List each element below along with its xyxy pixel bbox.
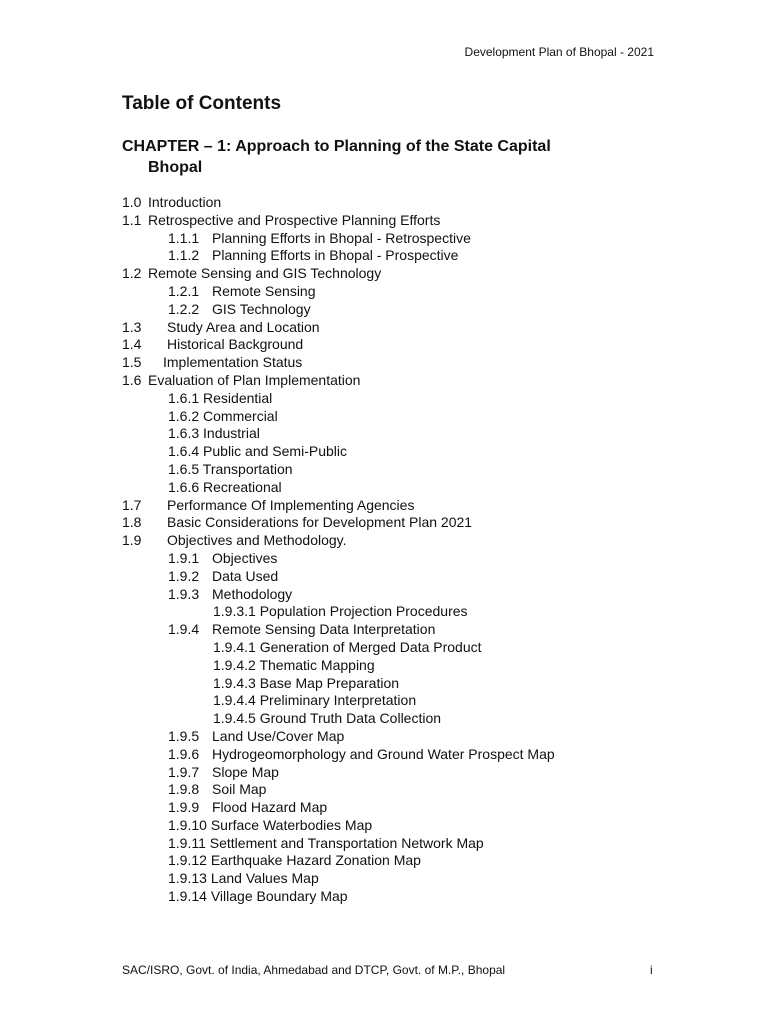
toc-entry-title: Study Area and Location [167, 318, 320, 335]
toc-entry[interactable] [0, 621, 768, 639]
toc-entry-title: Thematic Mapping [259, 656, 375, 673]
toc-entry-number: 1.6.2 [168, 407, 200, 424]
toc-entry-title: GIS Technology [212, 300, 311, 317]
toc-entry-number: 1.9.4.4 [213, 692, 256, 709]
toc-entry-number: 1.9.6 [168, 745, 200, 762]
toc-entry[interactable] [0, 212, 768, 230]
toc-entry-number: 1.9.4.5 [213, 710, 256, 727]
toc-entry-title: Industrial [203, 425, 260, 442]
toc-entry-number: 1.9.13 [168, 870, 207, 887]
toc-entry[interactable] [0, 390, 768, 408]
toc-entry-number: 1.6 [122, 371, 142, 388]
toc-entry[interactable] [0, 710, 768, 728]
toc-entry[interactable] [0, 194, 768, 212]
chapter-heading [122, 136, 551, 178]
toc-entry[interactable] [0, 728, 768, 746]
toc-entry-title: Earthquake Hazard Zonation Map [210, 852, 421, 869]
toc-entry-title: Preliminary Interpretation [259, 692, 417, 709]
toc-entry[interactable] [0, 461, 768, 479]
toc-entry-title: Transportation [202, 460, 293, 477]
toc-entry-number: 1.6.4 [168, 443, 200, 460]
toc-entry-number: 1.2 [122, 265, 142, 282]
toc-entry[interactable] [0, 425, 768, 443]
chapter-heading-line2: Bhopal [148, 159, 203, 176]
toc-entry-number: 1.9.5 [168, 727, 200, 744]
running-header: Development Plan of Bhopal - 2021 [464, 45, 654, 59]
toc-entry[interactable] [0, 657, 768, 675]
toc-entry-title: Evaluation of Plan Implementation [148, 371, 361, 388]
toc-entry-number: 1.9.11 [168, 834, 206, 851]
toc-entry[interactable] [0, 746, 768, 764]
page-title: Table of Contents [122, 93, 282, 114]
toc-entry-number: 1.9.10 [168, 816, 207, 833]
toc-entry-title: Generation of Merged Data Product [259, 638, 482, 655]
toc-entry-number: 1.5 [122, 354, 142, 371]
toc-entry-title: Ground Truth Data Collection [259, 710, 442, 727]
toc-entry-title: Soil Map [212, 781, 267, 798]
toc-entry-number: 1.9.9 [168, 799, 200, 816]
toc-entry[interactable] [0, 888, 768, 906]
toc-entry-number: 1.6.5 [168, 460, 200, 477]
toc-entry-number: 1.9.4 [168, 621, 200, 638]
toc-entry-title: Remote Sensing and GIS Technology [148, 265, 382, 282]
toc-entry-number: 1.3 [122, 318, 142, 335]
toc-entry-title: Historical Background [167, 336, 304, 353]
toc-entry-title: Residential [203, 389, 273, 406]
toc-list [0, 194, 768, 906]
toc-entry-title: Flood Hazard Map [212, 799, 328, 816]
toc-entry[interactable] [0, 532, 768, 550]
toc-entry-title: Remote Sensing Data Interpretation [212, 621, 436, 638]
toc-entry[interactable] [0, 603, 768, 621]
toc-entry-number: 1.9.1 [168, 549, 200, 566]
toc-entry[interactable] [0, 336, 768, 354]
toc-entry-number: 1.9.14 [168, 888, 207, 905]
toc-entry[interactable] [0, 408, 768, 426]
chapter-heading-line1: CHAPTER – 1: Approach to Planning of the State Capital [122, 138, 551, 155]
toc-entry[interactable] [0, 852, 768, 870]
toc-entry-number: 1.9.4.1 [213, 638, 256, 655]
toc-entry-number: 1.9.3 [168, 585, 200, 602]
page-number: i [650, 963, 653, 977]
toc-entry-title: Data Used [212, 567, 279, 584]
toc-entry-number: 1.8 [122, 514, 142, 531]
toc-entry-title: Performance Of Implementing Agencies [167, 496, 415, 513]
toc-entry[interactable] [0, 781, 768, 799]
toc-entry-number: 1.9.8 [168, 781, 200, 798]
toc-entry-number: 1.9.2 [168, 567, 200, 584]
toc-entry[interactable] [0, 301, 768, 319]
toc-entry-title: Planning Efforts in Bhopal - Prospective [212, 247, 459, 264]
toc-entry-number: 1.9.4.3 [213, 674, 256, 691]
toc-entry-title: Settlement and Transportation Network Map [209, 834, 484, 851]
toc-entry-title: Land Values Map [210, 870, 319, 887]
toc-entry[interactable] [0, 817, 768, 835]
toc-entry-title: Methodology [212, 585, 293, 602]
footer-credit: SAC/ISRO, Govt. of India, Ahmedabad and DTCP, Govt. of M.P., Bhopal [122, 963, 506, 977]
toc-entry[interactable] [0, 247, 768, 265]
toc-entry-title: Introduction [148, 194, 222, 210]
toc-entry-title: Surface Waterbodies Map [210, 816, 373, 833]
toc-entry[interactable] [0, 568, 768, 586]
toc-entry[interactable] [0, 479, 768, 497]
toc-entry[interactable] [0, 586, 768, 604]
toc-entry-title: Base Map Preparation [259, 674, 400, 691]
toc-entry[interactable] [0, 675, 768, 693]
toc-entry[interactable] [0, 639, 768, 657]
toc-entry-title: Objectives [212, 549, 278, 566]
toc-entry-title: Slope Map [212, 763, 279, 780]
toc-entry[interactable] [0, 835, 768, 853]
toc-entry[interactable] [0, 514, 768, 532]
toc-entry-number: 1.6.6 [168, 478, 200, 495]
toc-entry[interactable] [0, 372, 768, 390]
toc-entry-number: 1.9.7 [168, 763, 200, 780]
toc-entry[interactable] [0, 799, 768, 817]
toc-entry[interactable] [0, 497, 768, 515]
toc-entry-number: 1.6.1 [168, 389, 200, 406]
toc-entry-number: 1.0 [122, 194, 142, 210]
toc-entry-title: Remote Sensing [212, 282, 316, 299]
toc-entry-title: Land Use/Cover Map [212, 727, 345, 744]
toc-entry-title: Public and Semi-Public [203, 443, 347, 460]
toc-entry[interactable] [0, 692, 768, 710]
toc-entry-title: Implementation Status [163, 354, 303, 371]
toc-entry-number: 1.1 [122, 211, 142, 228]
toc-entry[interactable] [0, 283, 768, 301]
toc-entry-number: 1.9 [122, 532, 142, 549]
toc-entry-title: Basic Considerations for Development Plan 2021 [167, 514, 473, 531]
toc-entry-title: Recreational [203, 478, 282, 495]
toc-entry[interactable] [0, 265, 768, 283]
toc-entry-number: 1.4 [122, 336, 142, 353]
toc-entry-number: 1.9.12 [168, 852, 207, 869]
toc-entry-title: Planning Efforts in Bhopal - Retrospective [212, 229, 471, 246]
toc-entry-number: 1.2.2 [168, 300, 200, 317]
toc-entry-number: 1.1.2 [168, 247, 200, 264]
toc-entry-title: Retrospective and Prospective Planning Efforts [148, 211, 441, 228]
toc-entry[interactable] [0, 870, 768, 888]
toc-entry[interactable] [0, 443, 768, 461]
toc-entry[interactable] [0, 230, 768, 248]
toc-entry-number: 1.9.3.1 [213, 603, 256, 620]
toc-entry-number: 1.6.3 [168, 425, 200, 442]
toc-entry-number: 1.7 [122, 496, 142, 513]
toc-entry-title: Hydrogeomorphology and Ground Water Prospect Map [212, 745, 555, 762]
toc-entry-number: 1.1.1 [168, 229, 200, 246]
toc-entry-number: 1.9.4.2 [213, 656, 256, 673]
toc-entry-title: Population Projection Procedures [259, 603, 468, 620]
toc-entry[interactable] [0, 550, 768, 568]
toc-entry-title: Village Boundary Map [210, 888, 348, 905]
toc-entry[interactable] [0, 764, 768, 782]
toc-entry-number: 1.2.1 [168, 282, 200, 299]
toc-entry[interactable] [0, 319, 768, 337]
toc-entry-title: Objectives and Methodology. [167, 532, 347, 549]
toc-entry[interactable] [0, 354, 768, 372]
toc-entry-title: Commercial [203, 407, 278, 424]
